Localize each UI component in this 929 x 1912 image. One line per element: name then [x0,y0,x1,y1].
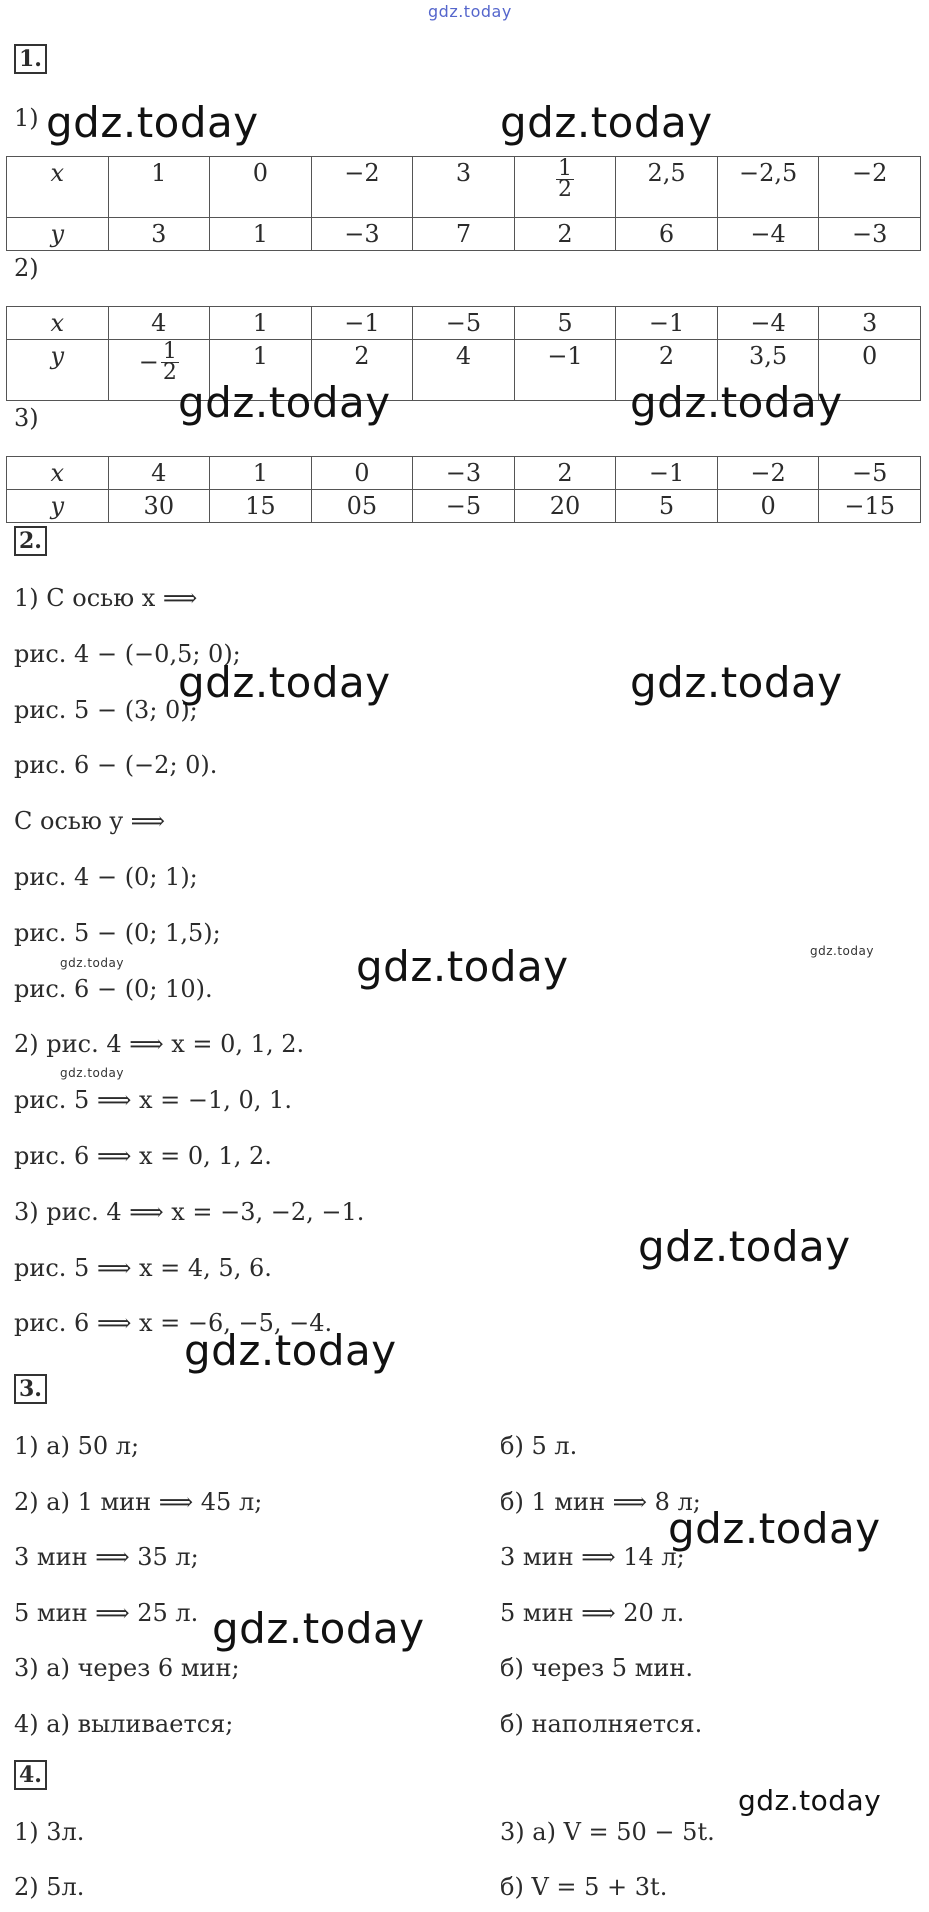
table-header-cell: x [7,157,109,218]
table-cell: 1 [210,457,312,490]
top-watermark: gdz.today [428,2,512,21]
solution-line: 2) рис. 4 ⟹ x = 0, 1, 2. [14,1030,305,1059]
table-cell: 20 [514,490,616,523]
table-cell: 1 [210,307,312,340]
solution-line-left: 2) а) 1 мин ⟹ 45 л; [14,1487,263,1516]
table-cell: −1 [311,307,413,340]
solution-line: 3) рис. 4 ⟹ x = −3, −2, −1. [14,1197,365,1226]
table-cell: 2 [514,218,616,251]
table-cell: 4 [108,307,210,340]
table-cell: 7 [413,218,515,251]
task-1-part-3-label: 3) [14,404,39,432]
table-cell: −1 [616,307,718,340]
table-cell: 2 [311,340,413,401]
solution-line: рис. 4 − (−0,5; 0); [14,639,241,668]
table-cell: −2 [311,157,413,218]
table-cell: 15 [210,490,312,523]
table-cell: −4 [717,307,819,340]
solution-line-right: 3) а) V = 50 − 5t. [500,1818,715,1846]
solution-line-right: б) 1 мин ⟹ 8 л; [500,1487,701,1516]
fraction [161,339,179,385]
table-cell: −3 [413,457,515,490]
table-cell: 5 [616,490,718,523]
watermark: gdz.today [630,658,843,707]
solution-line-right: б) через 5 мин. [500,1654,693,1683]
minus-sign: − [138,348,159,376]
solution-line: рис. 5 ⟹ x = 4, 5, 6. [14,1253,272,1282]
table-cell: 5 [514,307,616,340]
table-cell: 1 [210,340,312,401]
table-cell: 6 [616,218,718,251]
table-row-x [7,457,921,490]
solution-line: рис. 5 − (0; 1,5); [14,918,221,947]
table-cell: 3 [819,307,921,340]
table-row-y [7,218,921,251]
table-cell: 2 [616,340,718,401]
table-header-cell: y [7,490,109,523]
task-3-number: 3. [14,1374,47,1404]
fraction-denominator: 2 [558,177,572,202]
table-header-cell: y [7,218,109,251]
task-2-number: 2. [14,526,47,556]
table-cell: 2 [514,457,616,490]
solution-line: 1) С осью x ⟹ [14,584,198,612]
solution-line-right: 5 мин ⟹ 20 л. [500,1598,685,1627]
table-cell: −5 [413,490,515,523]
solution-line: рис. 4 − (0; 1); [14,863,198,891]
fraction [556,156,574,202]
watermark: gdz.today [638,1222,851,1271]
watermark: gdz.today [46,98,259,147]
table-cell: −3 [819,218,921,251]
task-4-number: 4. [14,1760,47,1790]
watermark: gdz.today [500,98,713,147]
solution-line: рис. 6 ⟹ x = 0, 1, 2. [14,1142,272,1170]
table-cell: 0 [819,340,921,401]
solution-line: рис. 6 − (0; 10). [14,974,213,1003]
watermark: gdz.today [738,1784,882,1817]
solution-line-right: б) наполняется. [500,1710,703,1738]
table-row-x [7,157,921,218]
table-cell: −5 [819,457,921,490]
watermark: gdz.today [810,944,874,958]
task-1-part-2-label: 2) [14,254,39,282]
solution-line: рис. 6 ⟹ x = −6, −5, −4. [14,1309,333,1338]
table-cell: 3 [108,218,210,251]
watermark: gdz.today [178,658,391,707]
table-cell: 05 [311,490,413,523]
watermark: gdz.today [184,1326,397,1375]
table-cell: 3 [413,157,515,218]
watermark: gdz.today [178,378,391,427]
table-cell: 1 [108,157,210,218]
watermark: gdz.today [60,956,124,970]
table-cell: 0 [210,157,312,218]
solution-line-right: б) 5 л. [500,1432,578,1460]
table-cell: 30 [108,490,210,523]
table-row-y [7,490,921,523]
table-cell: 4 [108,457,210,490]
watermark: gdz.today [668,1504,881,1553]
watermark: gdz.today [630,378,843,427]
table-cell: 4 [413,340,515,401]
fraction-denominator: 2 [162,360,177,385]
solution-line: С осью y ⟹ [14,807,166,836]
table-row-x [7,307,921,340]
watermark: gdz.today [356,942,569,991]
table-cell: 0 [311,457,413,490]
solution-line-left: 3 мин ⟹ 35 л; [14,1543,199,1572]
solution-line-left: 3) а) через 6 мин; [14,1654,240,1683]
table-cell: −2 [717,457,819,490]
table-cell: 0 [717,490,819,523]
solution-line-left: 5 мин ⟹ 25 л. [14,1598,199,1627]
table-cell: −15 [819,490,921,523]
solution-line: рис. 5 ⟹ x = −1, 0, 1. [14,1086,292,1115]
fraction-numerator: 1 [162,339,177,364]
values-table-1 [6,156,921,251]
table-header-cell: y [7,340,109,401]
table-cell: −2 [819,157,921,218]
table-cell: −1 [514,340,616,401]
solution-line-right: б) V = 5 + 3t. [500,1873,668,1901]
solution-line-left: 1) а) 50 л; [14,1432,140,1460]
table-cell: −1 [616,457,718,490]
solution-line: рис. 6 − (−2; 0). [14,751,218,780]
watermark: gdz.today [212,1604,425,1653]
values-table-3 [6,456,921,523]
fraction-numerator: 1 [558,156,572,181]
table-cell [514,157,616,218]
table-cell: 2,5 [616,157,718,218]
solution-line: рис. 5 − (3; 0); [14,695,198,724]
solution-line-right: 3 мин ⟹ 14 л; [500,1543,685,1572]
table-cell: −4 [717,218,819,251]
solution-line-left: 1) 3л. [14,1818,85,1846]
table-cell: −5 [413,307,515,340]
task-1-part-1-label: 1) [14,104,39,132]
table-cell: −2,5 [717,157,819,218]
table-header-cell: x [7,307,109,340]
table-cell: 1 [210,218,312,251]
task-1-number: 1. [14,44,47,74]
table-header-cell: x [7,457,109,490]
solution-line-left: 2) 5л. [14,1873,85,1901]
table-cell: −3 [311,218,413,251]
solution-line-left: 4) а) выливается; [14,1710,234,1738]
table-cell: 3,5 [717,340,819,401]
watermark: gdz.today [60,1066,124,1080]
